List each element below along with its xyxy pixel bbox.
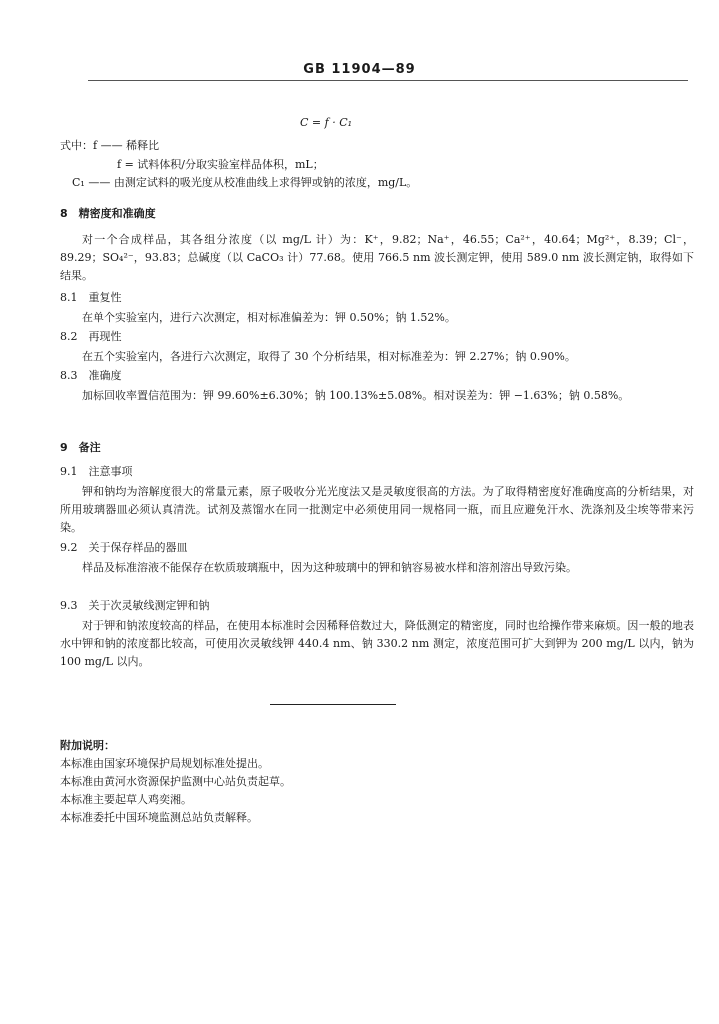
- definition-f: f = 试料体积/分取实验室样品体积，mL；: [117, 158, 324, 171]
- section-9-2-title: 9.2 关于保存样品的器皿: [60, 541, 188, 554]
- appendix-line: 本标准主要起草人鸡奕湘。: [60, 793, 192, 806]
- appendix: [60, 737, 291, 827]
- section-8-3-title: 8.3 准确度: [60, 369, 122, 382]
- section-9-1-text: 钾和钠均为溶解度很大的常量元素，原子吸收分光光度法又是灵敏度很高的方法。为了取得精密度好准确度高的分析结果，对所用玻璃器皿必须认真清洗。试剂及蒸馏水在同一批测定中必须使用同一规格同一瓶，而且应避免汗水、洗涤剂及尘埃等带来污染。: [60, 485, 694, 534]
- appendix-line: 本标准由黄河水资源保护监测中心站负责起草。: [60, 775, 291, 788]
- section-8-1-title: 8.1 重复性: [60, 291, 122, 304]
- section-8-2-text: 在五个实验室内，各进行六次测定，取得了 30 个分析结果，相对标准差为：钾 2.27%；钠 0.90%。: [82, 350, 576, 363]
- section-8-2-title: 8.2 再现性: [60, 330, 122, 343]
- appendix-title: 附加说明：: [60, 739, 115, 752]
- section-8-3-text: 加标回收率置信范围为：钾 99.60%±6.30%；钠 100.13%±5.08%。相对误差为：钾 −1.63%；钠 0.58%。: [82, 389, 630, 402]
- section-9-title: 9 备注: [60, 441, 101, 454]
- section-8-title: 8 精密度和准确度: [60, 207, 156, 220]
- appendix-line: 本标准委托中国环境监测总站负责解释。: [60, 811, 258, 824]
- header-divider: [88, 80, 688, 81]
- definition-where: 式中：f —— 稀释比: [60, 139, 160, 152]
- section-9-1-title: 9.1 注意事项: [60, 465, 133, 478]
- formula: C = f · C₁: [300, 116, 353, 129]
- section-9-3-text: 对于钾和钠浓度较高的样品，在使用本标准时会因稀释倍数过大，降低测定的精密度，同时也给操作带来麻烦。因一般的地表水中钾和钠的浓度都比较高，可使用次灵敏线钾 440.4 nm、钠 330.2 nm 测定，浓度范围可扩大到钾为 200 mg/L 以内，钠为 100 mg/L 以内。: [60, 619, 694, 668]
- section-8-1-text: 在单个实验室内，进行六次测定，相对标准偏差为：钾 0.50%；钠 1.52%。: [82, 311, 456, 324]
- section-8-intro: 对一个合成样品，其各组分浓度（以 mg/L 计）为：K⁺，9.82；Na⁺，46.55；Ca²⁺，40.64；Mg²⁺，8.39；Cl⁻，89.29；SO₄²⁻，93.83；总碱度（以 CaCO₃ 计）77.68。使用 766.5 nm 波长测定钾，使用 589.0 nm 波长测定钠，取得如下结果。: [60, 233, 694, 282]
- page-header: GB 11904—89: [303, 62, 416, 77]
- end-divider: [270, 704, 396, 705]
- definition-c1: C₁ —— 由测定试料的吸光度从校准曲线上求得钾或钠的浓度，mg/L。: [72, 176, 418, 189]
- section-9-3-title: 9.3 关于次灵敏线测定钾和钠: [60, 599, 210, 612]
- appendix-line: 本标准由国家环境保护局规划标准处提出。: [60, 757, 269, 770]
- section-9-2-text: 样品及标准溶液不能保存在软质玻璃瓶中，因为这种玻璃中的钾和钠容易被水样和溶剂溶出导致污染。: [82, 561, 577, 574]
